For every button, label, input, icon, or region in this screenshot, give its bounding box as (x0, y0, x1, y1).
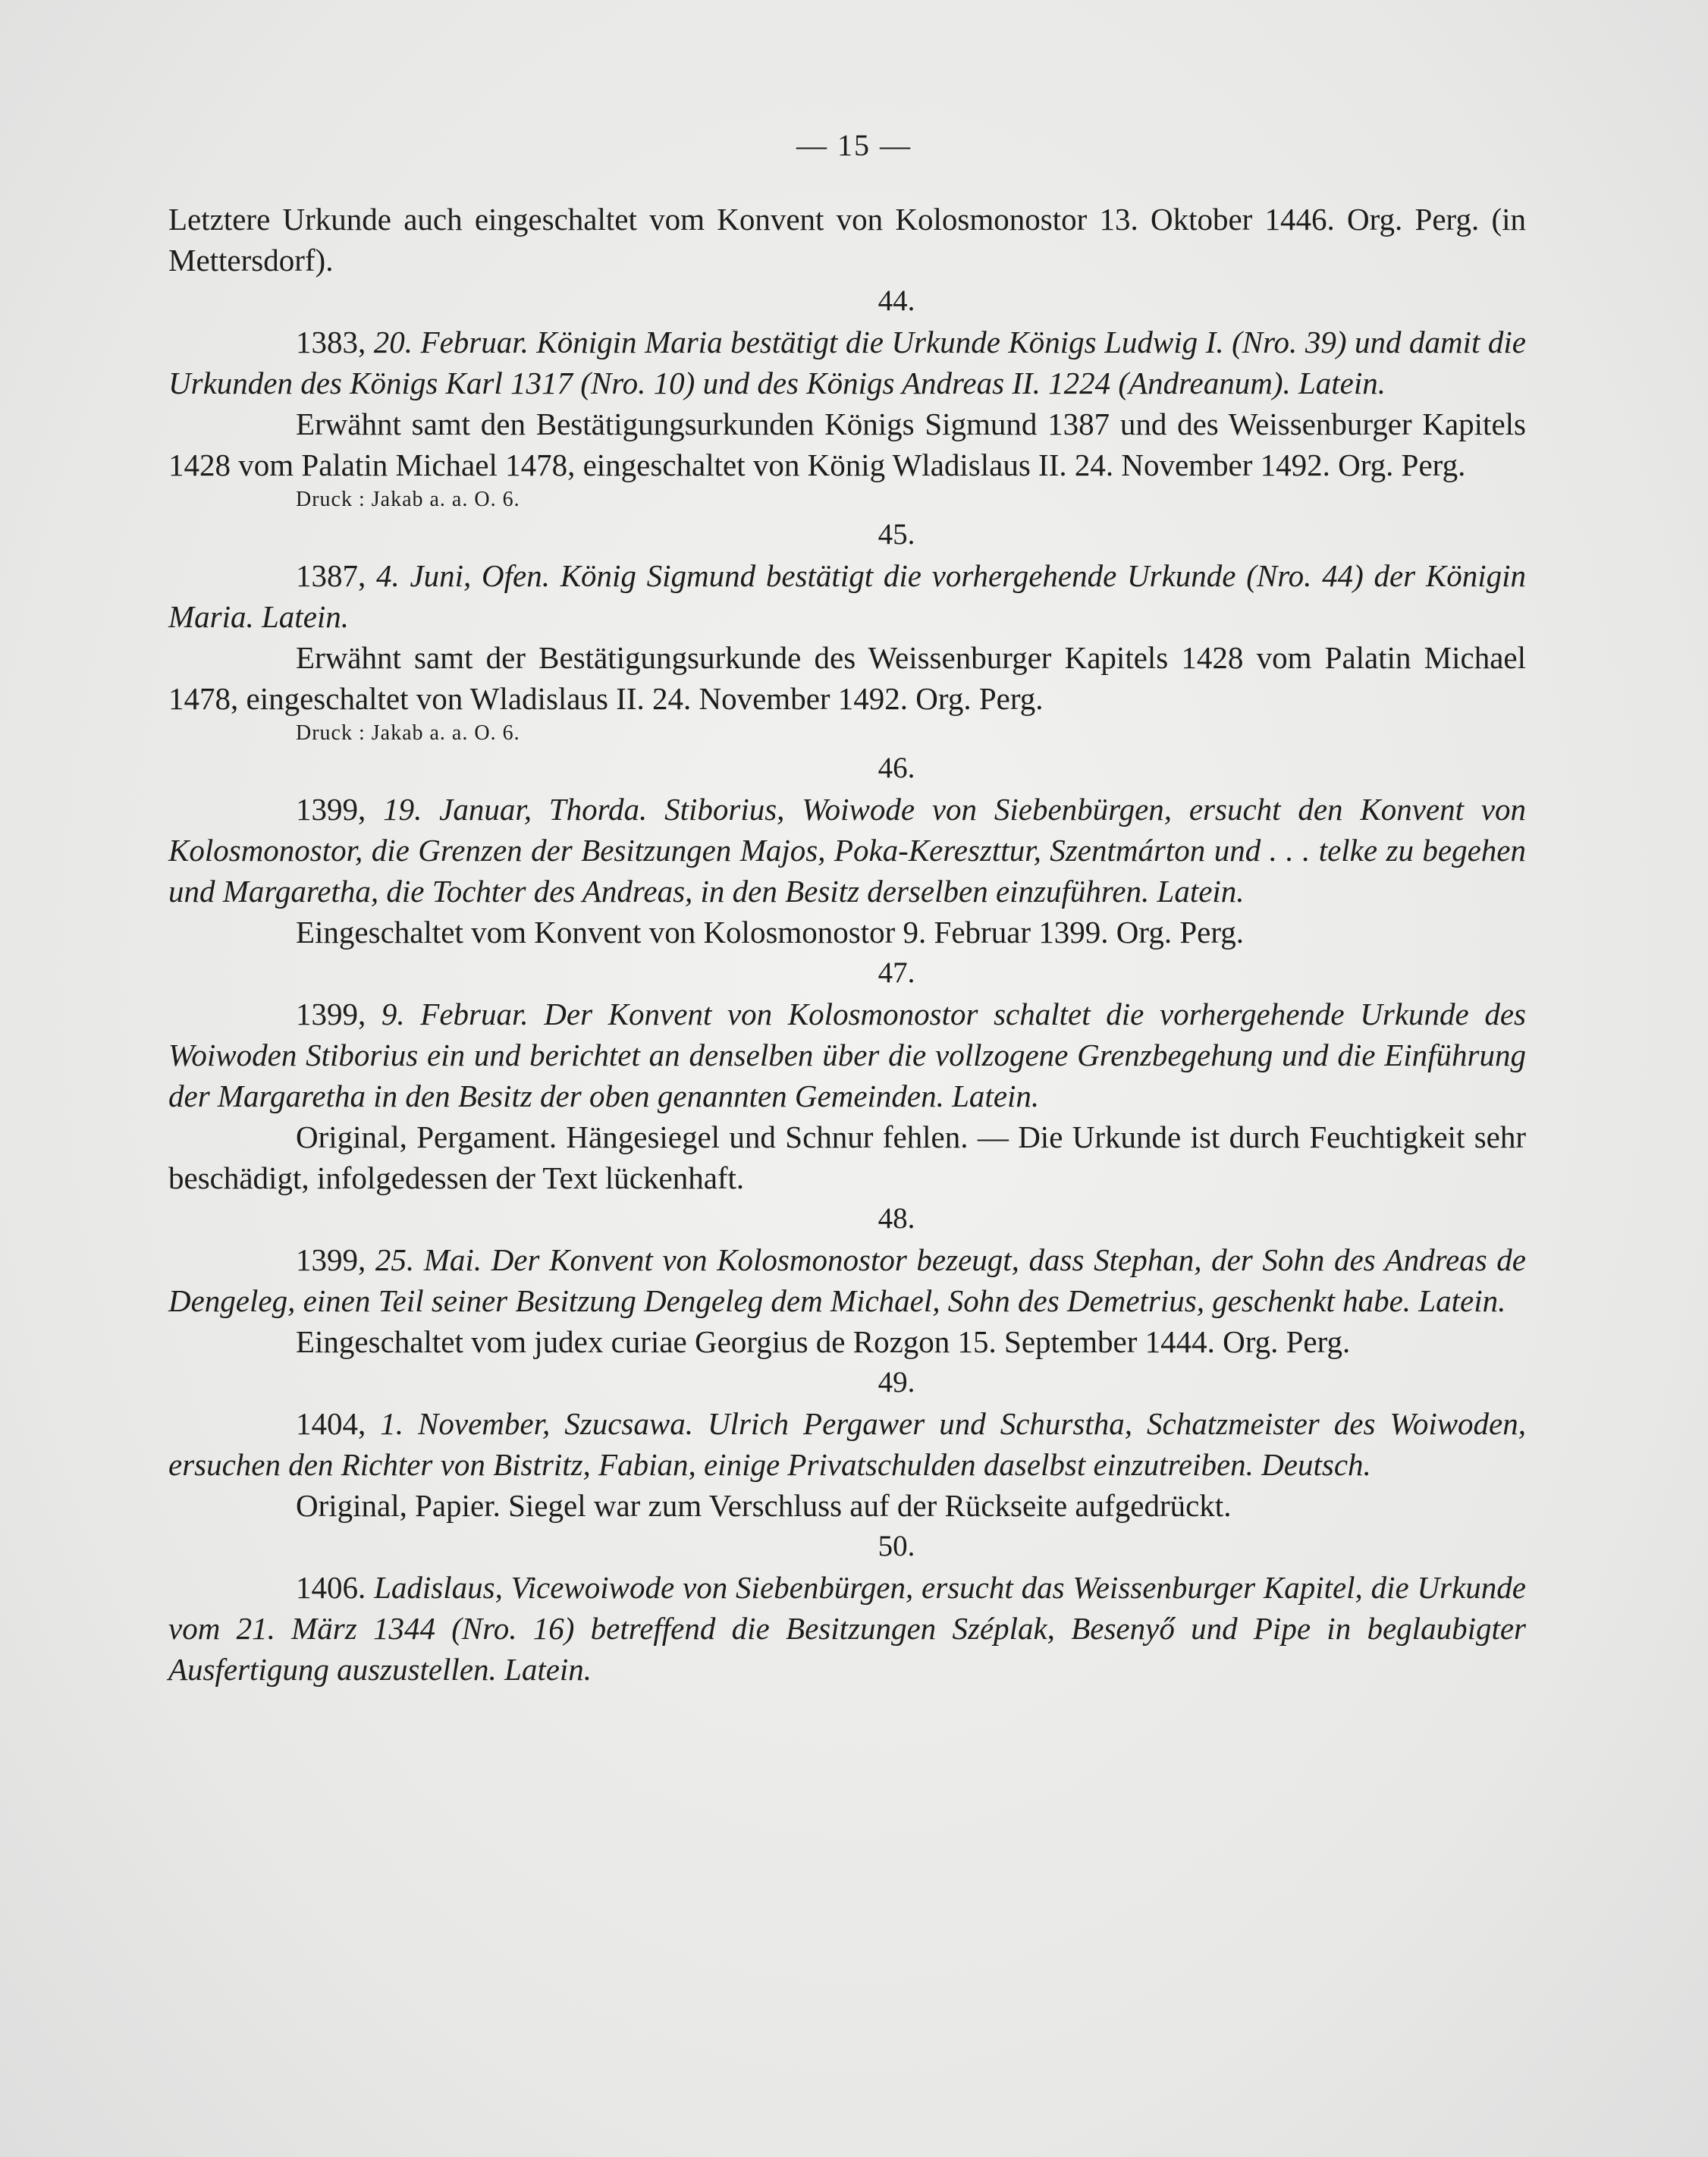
entry-note: Eingeschaltet vom Konvent von Kolosmonostor 9. Februar 1399. Org. Perg. (296, 915, 1244, 950)
entry-date: 1387, (296, 558, 366, 593)
entry-regest-text: 19. Januar, Thorda. Stiborius, Woiwode von Siebenbürgen, ersucht den Konvent von Kolosmonostor, die Grenzen der Besitzungen Majos, Poka-Kereszttur, Szentmárton und . . . telke zu begehen und Margaretha, die Tochter des Andreas, in den Besitz derselben einzuführen. Latein. (168, 792, 1526, 909)
entry-regest (168, 994, 1526, 1116)
page-content (168, 199, 1526, 1690)
entry-date: 1399, (296, 1242, 366, 1277)
entry-number: 48. (878, 1202, 915, 1235)
page-number: — 15 — (796, 128, 912, 162)
entry-note: Erwähnt samt den Bestätigungsurkunden Königs Sigmund 1387 und des Weissenburger Kapitels 1428 vom Palatin Michael 1478, eingeschaltet von König Wladislaus II. 24. November 1492. Org. Perg. (168, 407, 1526, 482)
entry-regest (168, 322, 1526, 403)
entry-regest-text: 20. Februar. Königin Maria bestätigt die Urkunde Königs Ludwig I. (Nro. 39) und damit die Urkunden des Königs Karl 1317 (Nro. 10) und des Königs Andreas II. 1224 (Andreanum). Latein. (168, 325, 1527, 400)
entry-regest-text: 9. Februar. Der Konvent von Kolosmonostor schaltet die vorhergehende Urkunde des Woiwoden Stiborius ein und berichtet an denselben über die vollzogene Grenzbegehung und die Einführung der Margaretha in den Besitz der oben genannten Gemeinden. Latein. (168, 997, 1527, 1113)
entry-note: Erwähnt samt der Bestätigungsurkunde des Weissenburger Kapitels 1428 vom Palatin Michael 1478, eingeschaltet von Wladislaus II. 24. November 1492. Org. Perg. (168, 640, 1526, 716)
entry-druck: Druck : Jakab a. a. O. 6. (296, 488, 520, 511)
entry-regest (168, 1567, 1526, 1690)
entry-note: Original, Pergament. Hängesiegel und Schnur fehlen. — Die Urkunde ist durch Feuchtigkeit sehr beschädigt, infolgedessen der Text lückenhaft. (168, 1119, 1526, 1195)
entry-regest-text: 1. November, Szucsawa. Ulrich Pergawer und Schurstha, Schatzmeister des Woiwoden, ersuchen den Richter von Bistritz, Fabian, einige Privatschulden daselbst einzutreiben. Deutsch. (168, 1406, 1526, 1482)
entry-date: 1383, (296, 325, 366, 360)
intro-paragraph: Letztere Urkunde auch eingeschaltet vom Konvent von Kolosmonostor 13. Oktober 1446. Org. Perg. (in Mettersdorf). (168, 202, 1526, 278)
entry-date: 1399, (296, 997, 366, 1031)
entry-number: 45. (878, 518, 915, 551)
entry-regest-text: Ladislaus, Vicewoiwode von Siebenbürgen, ersucht das Weissenburger Kapitel, die Urkunde vom 21. März 1344 (Nro. 16) betreffend die Besitzungen Széplak, Besenyő und Pipe in beglaubigter Ausfertigung auszustellen. Latein. (168, 1570, 1527, 1687)
entry-regest (168, 1403, 1526, 1485)
entry-regest-text: 4. Juni, Ofen. König Sigmund bestätigt die vorhergehende Urkunde (Nro. 44) der Königin Maria. Latein. (168, 558, 1526, 634)
entry-druck: Druck : Jakab a. a. O. 6. (296, 721, 520, 745)
entry-date: 1404, (296, 1406, 366, 1441)
entry-number: 50. (878, 1530, 915, 1562)
entry-regest-text: 25. Mai. Der Konvent von Kolosmonostor bezeugt, dass Stephan, der Sohn des Andreas de Dengeleg, einen Teil seiner Besitzung Dengeleg dem Michael, Sohn des Demetrius, geschenkt habe. Latein. (168, 1242, 1526, 1318)
entry-number: 49. (878, 1366, 915, 1399)
entry-number: 44. (878, 284, 915, 317)
entry-regest (168, 555, 1526, 637)
entry-note: Eingeschaltet vom judex curiae Georgius de Rozgon 15. September 1444. Org. Perg. (296, 1324, 1351, 1359)
entry-regest (168, 789, 1526, 912)
entry-date: 1399, (296, 792, 366, 827)
entry-note: Original, Papier. Siegel war zum Verschluss auf der Rückseite aufgedrückt. (296, 1488, 1232, 1523)
entry-number: 46. (878, 752, 915, 784)
entry-number: 47. (878, 956, 915, 989)
entry-date: 1406. (296, 1570, 366, 1605)
entry-regest (168, 1239, 1526, 1321)
